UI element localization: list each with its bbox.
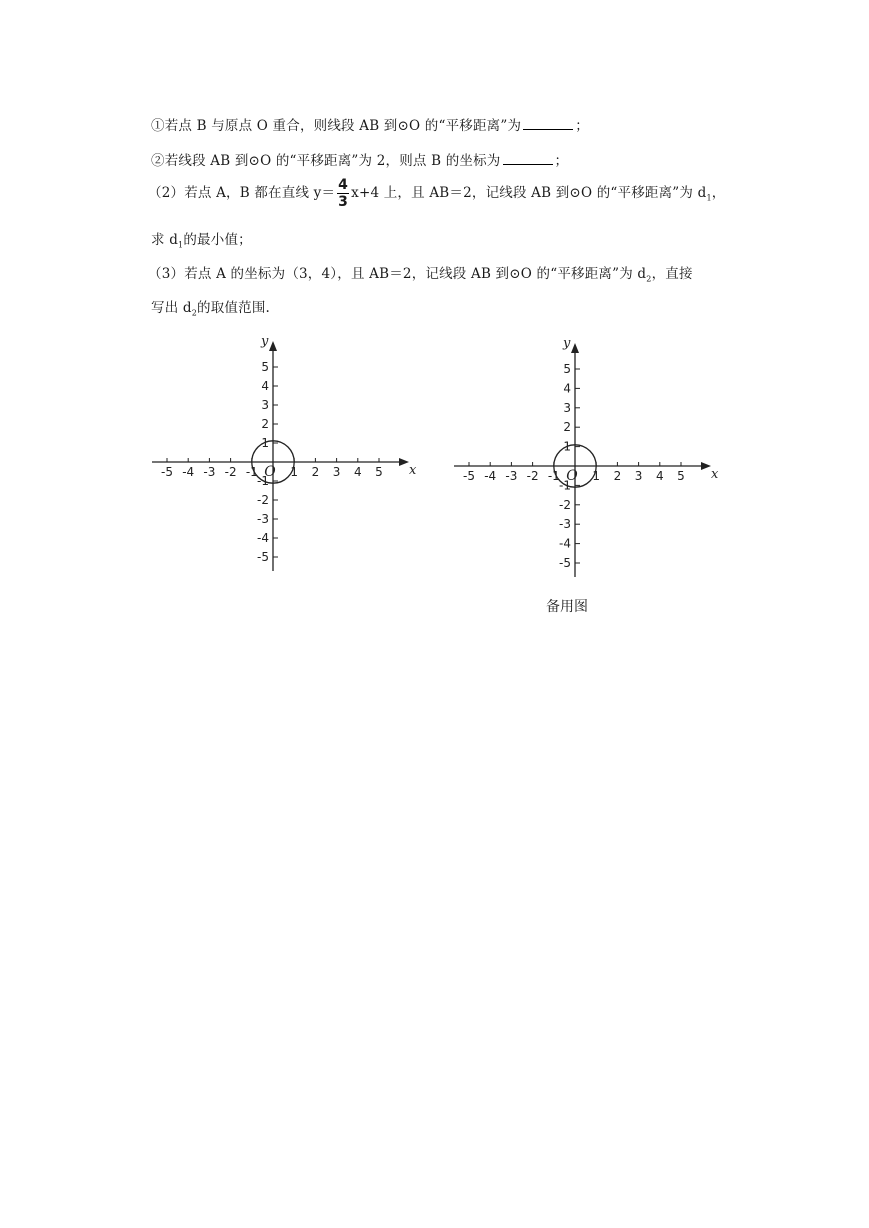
x-tick-label: 2 [613,469,622,483]
y-axis-label: y [563,336,571,351]
fraction-numerator: 4 [338,177,349,193]
y-tick-label: -4 [257,531,269,545]
question-text: ； [554,153,569,169]
subscript: 2 [646,274,652,284]
x-tick-label: -1 [245,465,258,479]
question-text: ； [575,118,589,134]
y-axis-label: y [261,334,269,349]
question-text: （2）若点 A，B 都在直线 y＝ [148,185,336,201]
question-text: 的取值范围. [197,300,271,316]
x-tick-label: -1 [547,469,560,483]
subscript: 1 [178,240,184,250]
x-tick-label: 5 [677,469,685,483]
y-tick-label: -5 [257,550,269,564]
y-tick-label: -1 [559,478,571,493]
question-text: 写出 d [151,300,192,316]
y-tick-label: 5 [261,360,269,374]
x-axis-arrow [701,462,711,470]
x-tick-label: 4 [353,465,362,479]
question-text: （3）若点 A 的坐标为（3，4），且 AB＝2，记线段 AB 到⊙O 的“平移距离”为 d [148,266,647,282]
x-tick-label: -2 [526,469,539,483]
x-tick-label: 5 [375,465,383,479]
question-text: ②若线段 AB 到⊙O 的“平移距离”为 2，则点 B 的坐标为 [151,153,501,169]
x-tick-label: -5 [161,465,173,479]
y-tick-label: 3 [563,400,571,415]
question-text: ①若点 B 与原点 O 重合，则线段 AB 到⊙O 的“平移距离”为 [151,118,522,134]
y-tick-label: 4 [563,381,571,396]
x-tick-label: 1 [290,465,299,479]
y-tick-label: -3 [257,512,269,526]
x-tick-label: 3 [634,469,643,483]
question-text: ，直接 [651,266,693,282]
y-tick-label: 1 [563,439,571,454]
x-axis-label: x [711,467,719,482]
question-text: ， [711,185,726,201]
subscript: 1 [706,193,712,203]
x-tick-label: -2 [224,465,237,479]
y-tick-label: 2 [563,420,571,435]
x-tick-label: 2 [311,465,320,479]
y-tick-label: 1 [261,436,269,450]
question-text: 的最小值； [183,232,252,248]
x-tick-label: -4 [484,469,497,483]
y-tick-label: -5 [559,556,571,570]
y-tick-label: -2 [257,493,269,507]
origin-label: O [566,468,578,484]
y-tick-label: 2 [261,417,269,431]
fraction-denominator: 3 [338,194,349,210]
y-tick-label: 4 [261,379,269,393]
y-tick-label: -2 [559,497,571,512]
x-tick-label: 3 [332,465,341,479]
y-tick-label: -4 [559,536,571,551]
x-axis-label: x [409,463,417,478]
x-tick-label: -5 [463,469,475,483]
question-text: 求 d [151,232,179,248]
origin-label: O [264,464,276,480]
x-tick-label: 4 [655,469,664,483]
y-axis-arrow [571,343,579,353]
x-tick-label: -4 [182,465,195,479]
x-tick-label: -3 [203,465,216,479]
y-tick-label: -3 [559,517,571,532]
y-tick-label: 5 [563,362,571,376]
x-tick-label: -3 [505,469,518,483]
backup-figure-caption: 备用图 [546,599,588,615]
x-tick-label: 1 [592,469,601,483]
y-tick-label: -1 [257,474,269,488]
question-text: x+4 上，且 AB＝2，记线段 AB 到⊙O 的“平移距离”为 d [351,185,707,201]
y-tick-label: 3 [261,398,269,412]
subscript: 2 [191,308,198,318]
